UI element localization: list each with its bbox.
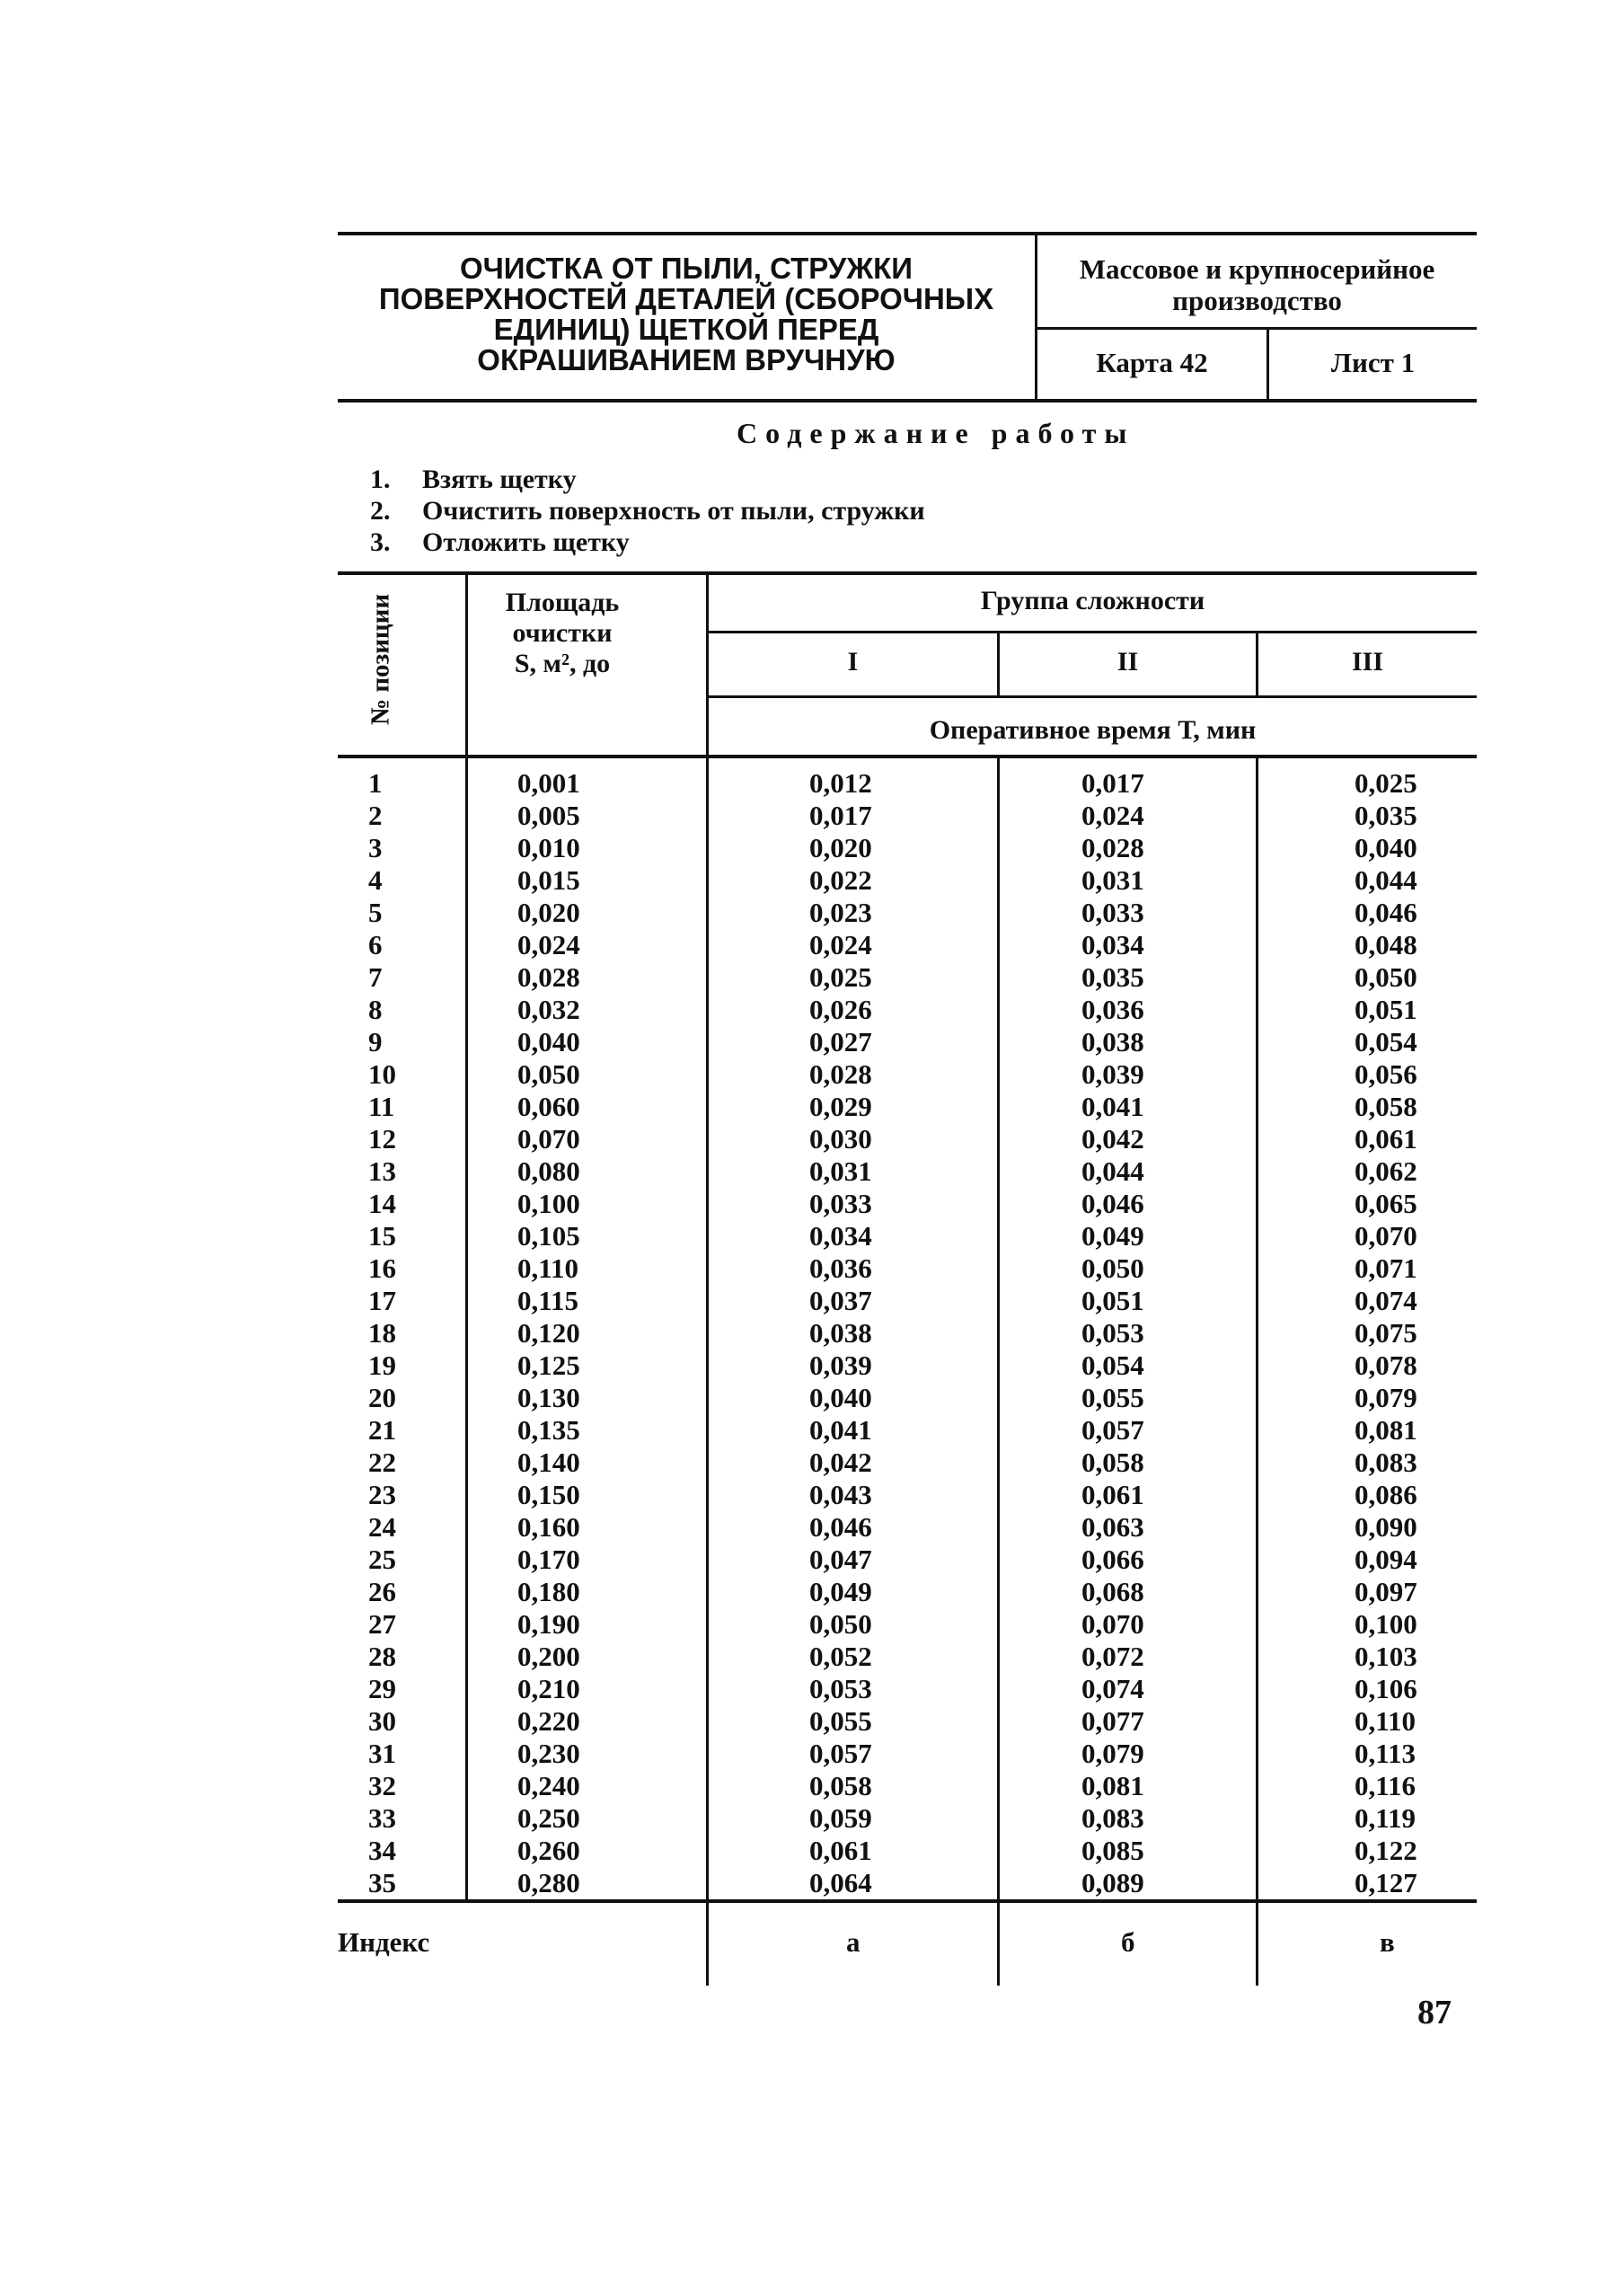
- area-cell: 0,150: [517, 1479, 580, 1510]
- position-cell: 24: [368, 1511, 396, 1543]
- time-group-ii-cell: 0,017: [1081, 767, 1144, 799]
- area-cell: 0,120: [517, 1317, 580, 1349]
- position-cell: 22: [368, 1447, 396, 1478]
- operative-time-header: Оперативное время Т, мин: [929, 715, 1257, 745]
- time-group-iii-cell: 0,079: [1355, 1382, 1417, 1413]
- table-top-rule: [338, 571, 1477, 575]
- time-group-i-cell: 0,033: [809, 1188, 872, 1219]
- time-group-i-cell: 0,030: [809, 1123, 872, 1155]
- area-column-line: очистки: [512, 618, 613, 648]
- table-row: [338, 864, 1477, 897]
- position-cell: 13: [368, 1155, 396, 1187]
- time-group-i-cell: 0,053: [809, 1673, 872, 1704]
- time-group-i-cell: 0,043: [809, 1479, 872, 1510]
- area-cell: 0,220: [517, 1705, 580, 1737]
- time-group-ii-cell: 0,038: [1081, 1026, 1144, 1057]
- time-group-i-cell: 0,036: [809, 1252, 872, 1284]
- header-right-rule: [1035, 327, 1477, 330]
- time-group-ii-cell: 0,044: [1081, 1155, 1144, 1187]
- time-group-i-cell: 0,037: [809, 1285, 872, 1316]
- area-cell: 0,170: [517, 1544, 580, 1575]
- time-group-ii-cell: 0,053: [1081, 1317, 1144, 1349]
- position-cell: 30: [368, 1705, 396, 1737]
- time-group-ii-cell: 0,070: [1081, 1608, 1144, 1640]
- position-cell: 3: [368, 832, 383, 863]
- work-step-number: 3.: [370, 527, 391, 557]
- time-group-ii-cell: 0,036: [1081, 994, 1144, 1025]
- work-step-number: 2.: [370, 496, 391, 526]
- time-group-ii-cell: 0,046: [1081, 1188, 1144, 1219]
- time-group-i-cell: 0,027: [809, 1026, 872, 1057]
- area-cell: 0,070: [517, 1123, 580, 1155]
- group-i-header: I: [847, 647, 859, 677]
- time-group-i-cell: 0,034: [809, 1220, 872, 1252]
- time-group-ii-cell: 0,068: [1081, 1576, 1144, 1607]
- time-group-i-cell: 0,040: [809, 1382, 872, 1413]
- complexity-group-header: Группа сложности: [980, 586, 1205, 615]
- position-cell: 21: [368, 1414, 396, 1446]
- table-row: [338, 929, 1477, 961]
- area-column-header: [472, 588, 652, 679]
- time-group-iii-cell: 0,061: [1355, 1123, 1417, 1155]
- time-group-ii-cell: 0,072: [1081, 1641, 1144, 1672]
- time-group-ii-cell: 0,081: [1081, 1770, 1144, 1801]
- table-row: [338, 1252, 1477, 1285]
- time-group-iii-cell: 0,071: [1355, 1252, 1417, 1284]
- position-cell: 31: [368, 1738, 396, 1769]
- position-cell: 35: [368, 1867, 396, 1898]
- area-cell: 0,110: [517, 1252, 579, 1284]
- time-group-i-cell: 0,049: [809, 1576, 872, 1607]
- table-row: [338, 897, 1477, 929]
- position-cell: 9: [368, 1026, 383, 1057]
- time-group-i-cell: 0,059: [809, 1802, 872, 1834]
- time-group-i-cell: 0,023: [809, 897, 872, 928]
- time-group-ii-cell: 0,057: [1081, 1414, 1144, 1446]
- position-cell: 16: [368, 1252, 396, 1284]
- time-group-i-cell: 0,058: [809, 1770, 872, 1801]
- position-cell: 8: [368, 994, 383, 1025]
- group-header-rule: [706, 631, 1477, 633]
- time-group-iii-cell: 0,046: [1355, 897, 1417, 928]
- position-cell: 6: [368, 929, 383, 960]
- area-cell: 0,032: [517, 994, 580, 1025]
- time-group-ii-cell: 0,066: [1081, 1544, 1144, 1575]
- area-cell: 0,125: [517, 1349, 580, 1381]
- time-group-iii-cell: 0,040: [1355, 832, 1417, 863]
- position-cell: 2: [368, 800, 383, 831]
- table-row: [338, 1091, 1477, 1123]
- table-row: [338, 1123, 1477, 1155]
- position-cell: 29: [368, 1673, 396, 1704]
- time-group-ii-cell: 0,033: [1081, 897, 1144, 928]
- position-cell: 10: [368, 1058, 396, 1090]
- production-type-line: производство: [1172, 285, 1342, 316]
- table-row: [338, 1770, 1477, 1802]
- time-group-ii-cell: 0,085: [1081, 1835, 1144, 1866]
- table-row: [338, 1802, 1477, 1835]
- position-cell: 28: [368, 1641, 396, 1672]
- time-group-i-cell: 0,025: [809, 961, 872, 993]
- group-ii-header: II: [1116, 647, 1139, 677]
- time-group-ii-cell: 0,041: [1081, 1091, 1144, 1122]
- area-cell: 0,130: [517, 1382, 580, 1413]
- table-row: [338, 767, 1477, 800]
- area-cell: 0,080: [517, 1155, 580, 1187]
- area-cell: 0,230: [517, 1738, 580, 1769]
- time-group-i-cell: 0,017: [809, 800, 872, 831]
- area-cell: 0,160: [517, 1511, 580, 1543]
- index-value-i: а: [846, 1926, 861, 1958]
- time-group-iii-cell: 0,065: [1355, 1188, 1417, 1219]
- position-cell: 32: [368, 1770, 396, 1801]
- time-group-ii-cell: 0,074: [1081, 1673, 1144, 1704]
- index-row: [338, 1926, 1477, 1962]
- table-row: [338, 1317, 1477, 1349]
- position-cell: 4: [368, 864, 383, 896]
- card-title-line: ОКРАШИВАНИЕМ ВРУЧНУЮ: [477, 343, 896, 376]
- time-group-iii-cell: 0,094: [1355, 1544, 1417, 1575]
- time-group-i-cell: 0,055: [809, 1705, 872, 1737]
- table-row: [338, 1608, 1477, 1641]
- time-group-iii-cell: 0,086: [1355, 1479, 1417, 1510]
- table-row: [338, 1544, 1477, 1576]
- time-group-ii-cell: 0,028: [1081, 832, 1144, 863]
- time-group-i-cell: 0,031: [809, 1155, 872, 1187]
- time-group-iii-cell: 0,058: [1355, 1091, 1417, 1122]
- time-group-ii-cell: 0,049: [1081, 1220, 1144, 1252]
- index-value-ii: б: [1121, 1926, 1135, 1958]
- table-body-bottom-rule: [338, 1899, 1477, 1903]
- time-group-iii-cell: 0,113: [1355, 1738, 1417, 1769]
- production-type: [1037, 253, 1477, 316]
- time-group-i-cell: 0,047: [809, 1544, 872, 1575]
- time-group-i-cell: 0,050: [809, 1608, 872, 1640]
- position-cell: 12: [368, 1123, 396, 1155]
- table-row: [338, 832, 1477, 864]
- time-group-i-cell: 0,012: [809, 767, 872, 799]
- time-group-iii-cell: 0,051: [1355, 994, 1417, 1025]
- table-row: [338, 994, 1477, 1026]
- table-row: [338, 1382, 1477, 1414]
- header-top-rule: [338, 232, 1477, 235]
- card-number: Карта 42: [1096, 347, 1208, 378]
- time-group-ii-cell: 0,063: [1081, 1511, 1144, 1543]
- time-group-ii-cell: 0,061: [1081, 1479, 1144, 1510]
- time-group-i-cell: 0,026: [809, 994, 872, 1025]
- time-group-i-cell: 0,022: [809, 864, 872, 896]
- time-group-iii-cell: 0,110: [1355, 1705, 1417, 1737]
- position-cell: 17: [368, 1285, 396, 1316]
- time-group-iii-cell: 0,025: [1355, 767, 1417, 799]
- time-group-i-cell: 0,020: [809, 832, 872, 863]
- time-group-i-cell: 0,029: [809, 1091, 872, 1122]
- table-row: [338, 1835, 1477, 1867]
- time-group-ii-cell: 0,089: [1081, 1867, 1144, 1898]
- card-title-line: ЕДИНИЦ) ЩЕТКОЙ ПЕРЕД: [493, 313, 879, 346]
- position-cell: 11: [368, 1091, 395, 1122]
- table-row: [338, 1447, 1477, 1479]
- work-step-number: 1.: [370, 465, 391, 494]
- area-cell: 0,020: [517, 897, 580, 928]
- production-type-line: Массовое и крупносерийное: [1079, 253, 1435, 285]
- time-group-iii-cell: 0,090: [1355, 1511, 1417, 1543]
- group-iii-header: III: [1351, 647, 1384, 677]
- position-cell: 26: [368, 1576, 396, 1607]
- table-row: [338, 1188, 1477, 1220]
- table-row: [338, 800, 1477, 832]
- header-bottom-rule: [338, 399, 1477, 403]
- table-row: [338, 1155, 1477, 1188]
- card-header: [338, 232, 1477, 403]
- time-group-iii-cell: 0,106: [1355, 1673, 1417, 1704]
- table-row: [338, 1285, 1477, 1317]
- area-cell: 0,010: [517, 832, 580, 863]
- area-cell: 0,001: [517, 767, 580, 799]
- table-row: [338, 961, 1477, 994]
- work-step-text: Взять щетку: [422, 465, 577, 494]
- time-group-i-cell: 0,038: [809, 1317, 872, 1349]
- card-title-line: ПОВЕРХНОСТЕЙ ДЕТАЛЕЙ (СБОРОЧНЫХ: [378, 282, 994, 315]
- position-cell: 18: [368, 1317, 396, 1349]
- area-cell: 0,210: [517, 1673, 580, 1704]
- page-number: 87: [1417, 1994, 1452, 2031]
- time-group-iii-cell: 0,103: [1355, 1641, 1417, 1672]
- area-cell: 0,115: [517, 1285, 579, 1316]
- time-group-iii-cell: 0,062: [1355, 1155, 1417, 1187]
- time-group-ii-cell: 0,024: [1081, 800, 1144, 831]
- time-group-iii-cell: 0,070: [1355, 1220, 1417, 1252]
- time-group-i-cell: 0,024: [809, 929, 872, 960]
- position-cell: 14: [368, 1188, 396, 1219]
- time-group-i-cell: 0,039: [809, 1349, 872, 1381]
- time-group-ii-cell: 0,039: [1081, 1058, 1144, 1090]
- time-group-iii-cell: 0,122: [1355, 1835, 1417, 1866]
- sheet-number: Лист 1: [1330, 347, 1416, 378]
- table-row: [338, 1867, 1477, 1899]
- table-row: [338, 1705, 1477, 1738]
- time-group-iii-cell: 0,054: [1355, 1026, 1417, 1057]
- table-row: [338, 1576, 1477, 1608]
- index-value-iii: в: [1380, 1926, 1395, 1958]
- area-cell: 0,015: [517, 864, 580, 896]
- time-group-ii-cell: 0,079: [1081, 1738, 1144, 1769]
- time-group-iii-cell: 0,097: [1355, 1576, 1417, 1607]
- table-row: [338, 1511, 1477, 1544]
- area-cell: 0,190: [517, 1608, 580, 1640]
- time-group-i-cell: 0,061: [809, 1835, 872, 1866]
- work-steps-list: [370, 464, 925, 558]
- area-cell: 0,105: [517, 1220, 580, 1252]
- area-cell: 0,200: [517, 1641, 580, 1672]
- position-cell: 1: [368, 767, 383, 799]
- position-column-label: № позиции: [366, 593, 395, 726]
- position-cell: 15: [368, 1220, 396, 1252]
- position-cell: 20: [368, 1382, 396, 1413]
- work-step: [370, 464, 925, 495]
- time-group-i-cell: 0,046: [809, 1511, 872, 1543]
- time-group-ii-cell: 0,031: [1081, 864, 1144, 896]
- area-cell: 0,260: [517, 1835, 580, 1866]
- time-group-iii-cell: 0,127: [1355, 1867, 1417, 1898]
- groups-row-rule: [706, 695, 1477, 698]
- work-contents-title: Содержание работы: [737, 417, 1135, 449]
- area-cell: 0,140: [517, 1447, 580, 1478]
- time-group-i-cell: 0,052: [809, 1641, 872, 1672]
- position-cell: 33: [368, 1802, 396, 1834]
- table-row: [338, 1673, 1477, 1705]
- time-group-i-cell: 0,042: [809, 1447, 872, 1478]
- time-group-ii-cell: 0,055: [1081, 1382, 1144, 1413]
- table-header-bottom-rule: [338, 755, 1477, 758]
- time-group-iii-cell: 0,056: [1355, 1058, 1417, 1090]
- work-step-text: Очистить поверхность от пыли, стружки: [422, 496, 925, 526]
- position-column-header: [338, 579, 424, 740]
- area-cell: 0,060: [517, 1091, 580, 1122]
- time-group-iii-cell: 0,081: [1355, 1414, 1417, 1446]
- time-group-ii-cell: 0,077: [1081, 1705, 1144, 1737]
- time-group-iii-cell: 0,044: [1355, 864, 1417, 896]
- time-group-ii-cell: 0,035: [1081, 961, 1144, 993]
- index-label: Индекс: [338, 1926, 430, 1958]
- card-title: [338, 253, 1035, 376]
- time-group-iii-cell: 0,119: [1355, 1802, 1417, 1834]
- area-cell: 0,040: [517, 1026, 580, 1057]
- time-group-iii-cell: 0,100: [1355, 1608, 1417, 1640]
- table-row: [338, 1058, 1477, 1091]
- time-group-iii-cell: 0,083: [1355, 1447, 1417, 1478]
- time-group-iii-cell: 0,078: [1355, 1349, 1417, 1381]
- time-group-ii-cell: 0,051: [1081, 1285, 1144, 1316]
- time-group-i-cell: 0,057: [809, 1738, 872, 1769]
- work-step: [370, 495, 925, 526]
- time-group-iii-cell: 0,075: [1355, 1317, 1417, 1349]
- work-step: [370, 526, 925, 558]
- table-body: [338, 767, 1477, 1899]
- area-cell: 0,028: [517, 961, 580, 993]
- norms-table: [338, 571, 1477, 1986]
- table-row: [338, 1414, 1477, 1447]
- area-cell: 0,250: [517, 1802, 580, 1834]
- time-group-iii-cell: 0,048: [1355, 929, 1417, 960]
- table-row: [338, 1220, 1477, 1252]
- position-cell: 7: [368, 961, 383, 993]
- area-cell: 0,135: [517, 1414, 580, 1446]
- area-cell: 0,005: [517, 800, 580, 831]
- area-column-line: Площадь: [505, 588, 620, 617]
- time-group-iii-cell: 0,050: [1355, 961, 1417, 993]
- time-group-iii-cell: 0,074: [1355, 1285, 1417, 1316]
- time-group-ii-cell: 0,034: [1081, 929, 1144, 960]
- position-cell: 34: [368, 1835, 396, 1866]
- time-group-i-cell: 0,064: [809, 1867, 872, 1898]
- area-cell: 0,280: [517, 1867, 580, 1898]
- time-group-i-cell: 0,041: [809, 1414, 872, 1446]
- position-cell: 5: [368, 897, 383, 928]
- card-title-line: ОЧИСТКА ОТ ПЫЛИ, СТРУЖКИ: [459, 252, 914, 285]
- time-group-iii-cell: 0,035: [1355, 800, 1417, 831]
- table-row: [338, 1479, 1477, 1511]
- time-group-ii-cell: 0,058: [1081, 1447, 1144, 1478]
- position-cell: 23: [368, 1479, 396, 1510]
- time-group-ii-cell: 0,042: [1081, 1123, 1144, 1155]
- table-row: [338, 1738, 1477, 1770]
- position-cell: 25: [368, 1544, 396, 1575]
- position-cell: 19: [368, 1349, 396, 1381]
- table-row: [338, 1349, 1477, 1382]
- time-group-ii-cell: 0,054: [1081, 1349, 1144, 1381]
- time-group-ii-cell: 0,050: [1081, 1252, 1144, 1284]
- table-row: [338, 1641, 1477, 1673]
- position-cell: 27: [368, 1608, 396, 1640]
- area-cell: 0,024: [517, 929, 580, 960]
- area-cell: 0,180: [517, 1576, 580, 1607]
- work-step-text: Отложить щетку: [422, 527, 630, 557]
- area-cell: 0,050: [517, 1058, 580, 1090]
- time-group-iii-cell: 0,116: [1355, 1770, 1417, 1801]
- time-group-ii-cell: 0,083: [1081, 1802, 1144, 1834]
- table-row: [338, 1026, 1477, 1058]
- area-cell: 0,240: [517, 1770, 580, 1801]
- time-group-i-cell: 0,028: [809, 1058, 872, 1090]
- area-cell: 0,100: [517, 1188, 580, 1219]
- area-column-line: S, м², до: [514, 649, 611, 678]
